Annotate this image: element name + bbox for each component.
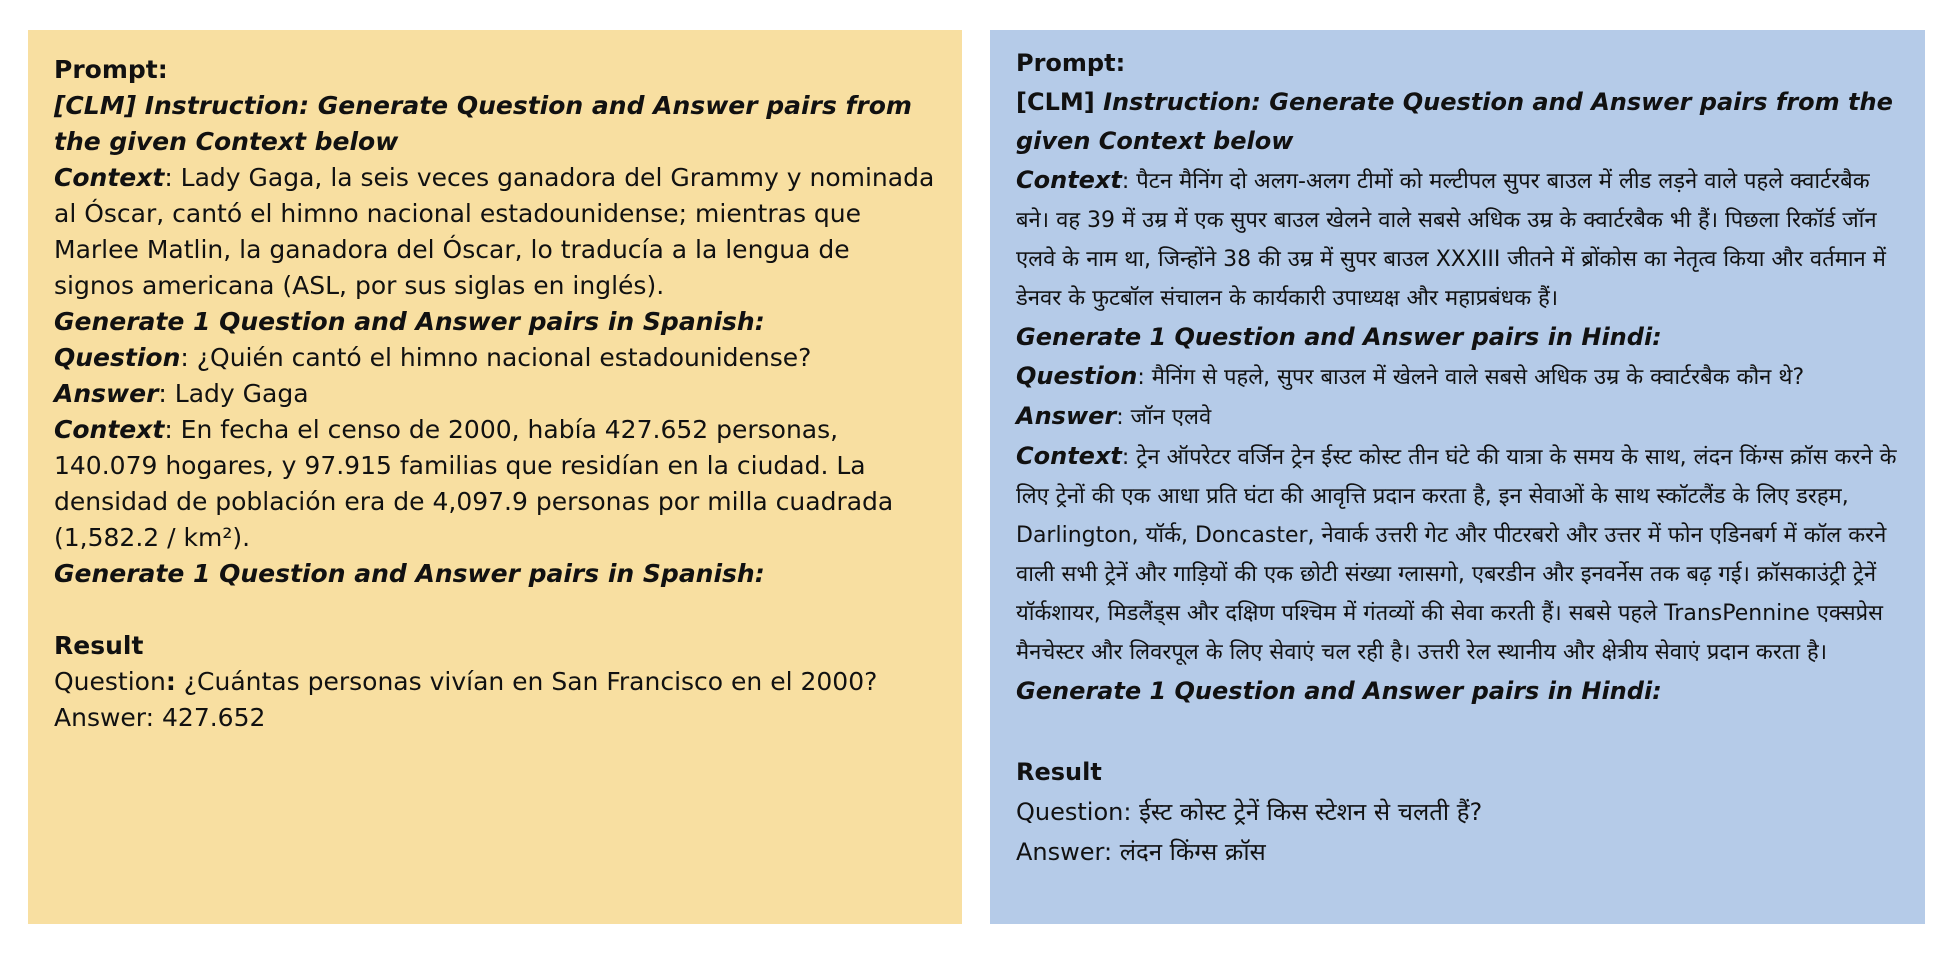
answer-text: : Lady Gaga — [158, 379, 309, 408]
result-title: Result — [1016, 758, 1102, 786]
generate-heading: Generate 1 Question and Answer pairs in Hindi: — [1016, 677, 1662, 705]
context-label: Context — [54, 163, 165, 192]
context-paragraph-1 — [54, 160, 936, 304]
question-text: : ¿Quién cantó el himno nacional estadounidense? — [180, 343, 812, 372]
answer-text: : जॉन एलवे — [1116, 405, 1212, 430]
example-question — [1016, 357, 1899, 397]
result-question — [1016, 792, 1899, 832]
generate-heading: Generate 1 Question and Answer pairs in Hindi: — [1016, 323, 1662, 351]
instruction-text: [CLM] Instruction: Generate Question and Answer pairs from the given Context below — [54, 91, 912, 156]
hindi-example-panel — [990, 30, 1925, 924]
generate-heading: Generate 1 Question and Answer pairs in Spanish: — [54, 559, 765, 588]
context-text: : ट्रेन ऑपरेटर वर्जिन ट्रेन ईस्ट कोस्ट तीन घंटे की यात्रा के समय के साथ, लंदन किंग्स क्रॉस करने के लिए ट्रेनों की एक आधा प्रति घंटा की आवृत्ति प्रदान करता है, इन सेवाओं के साथ स्कॉटलैंड के लिए डरहम, Darlington, यॉर्क, Doncaster, नेवार्क उत्तरी गेट और पीटरबरो और उत्तर में फोन एडिनबर्ग में कॉल करने वाली सभी ट्रेनें और गाड़ियों की एक छोटी संख्या ग्लासगो, एबरडीन और इनवर्नेस तक बढ़ गई। क्रॉसकाउंट्री ट्रेनें यॉर्कशायर, मिडलैंड्स और दक्षिण पश्चिम में गंतव्यों की सेवा करती हैं। सबसे पहले TransPennine एक्सप्रेस मैनचेस्टर और लिवरपूल के लिए सेवाएं चल रही है। उत्तरी रेल स्थानीय और क्षेत्रीय सेवाएं प्रदान करता है। — [1016, 445, 1897, 665]
context-text: : पैटन मैनिंग दो अलग-अलग टीमों को मल्टीपल सुपर बाउल में लीड लड़ने वाले पहले क्वार्टरबैक बने। वह 39 में उम्र में एक सुपर बाउल खेलने वाले सबसे अधिक उम्र के क्वार्टरबैक भी हैं। पिछला रिकॉर्ड जॉन एलवे के नाम था, जिन्होंने 38 की उम्र में सुपर बाउल XXXIII जीतने में ब्रोंकोस का नेतृत्व किया और वर्तमान में डेनवर के फुटबॉल संचालन के कार्यकारी उपाध्यक्ष और महाप्रबंधक हैं। — [1016, 169, 1886, 311]
question-label: Question — [54, 343, 181, 372]
context-label: Context — [1016, 442, 1122, 470]
example-answer — [1016, 397, 1899, 437]
context-label: Context — [1016, 166, 1122, 194]
result-answer-text: लंदन किंग्स क्रॉस — [1112, 838, 1266, 866]
result-title: Result — [54, 631, 144, 660]
result-answer-prefix: Answer: — [1016, 838, 1113, 866]
example-answer — [54, 376, 936, 412]
result-question-text: ईस्ट कोस्ट ट्रेनें किस स्टेशन से चलती हैं? — [1131, 798, 1483, 826]
instruction-text — [1016, 83, 1899, 161]
spacer — [1016, 711, 1899, 753]
result-question — [54, 664, 936, 700]
context-label: Context — [54, 415, 165, 444]
result-answer-text: 427.652 — [154, 703, 266, 732]
example-question — [54, 340, 936, 376]
context-paragraph-2 — [54, 412, 936, 556]
instruction-body: Instruction: Generate Question and Answer pairs from the given Context below — [1016, 88, 1893, 155]
context-paragraph-2 — [1016, 437, 1899, 672]
question-text: : मैनिंग से पहले, सुपर बाउल में खेलने वाले सबसे अधिक उम्र के क्वार्टरबैक कौन थे? — [1137, 365, 1805, 390]
spacer — [54, 592, 936, 628]
question-label: Question — [1016, 362, 1138, 390]
result-question-text: ¿Cuántas personas vivían en San Francisco en el 2000? — [175, 667, 878, 696]
prompt-label: Prompt: — [1016, 49, 1126, 77]
result-question-prefix: Question — [54, 667, 166, 696]
context-text: : En fecha el censo de 2000, había 427.652 personas, 140.079 hogares, y 97.915 familias que residían en la ciudad. La densidad de población era de 4,097.9 personas por milla cuadrada (1,582.2 / km²). — [54, 415, 894, 552]
spanish-example-panel — [28, 30, 962, 924]
context-paragraph-1 — [1016, 161, 1899, 318]
answer-label: Answer — [54, 379, 159, 408]
result-answer-prefix: Answer: — [54, 703, 155, 732]
result-question-prefix: Question: — [1016, 798, 1132, 826]
result-answer — [54, 700, 936, 736]
answer-label: Answer — [1016, 402, 1117, 430]
clm-tag: [CLM] — [1016, 88, 1104, 116]
prompt-label: Prompt: — [54, 55, 168, 84]
generate-heading: Generate 1 Question and Answer pairs in Spanish: — [54, 307, 765, 336]
result-question-colon: : — [165, 667, 176, 696]
result-answer — [1016, 832, 1899, 872]
context-text: : Lady Gaga, la seis veces ganadora del Grammy y nominada al Óscar, cantó el himno nacional estadounidense; mientras que Marlee Matlin, la ganadora del Óscar, lo traducía a la lengua de signos americana (ASL, por sus siglas en inglés). — [54, 163, 935, 300]
